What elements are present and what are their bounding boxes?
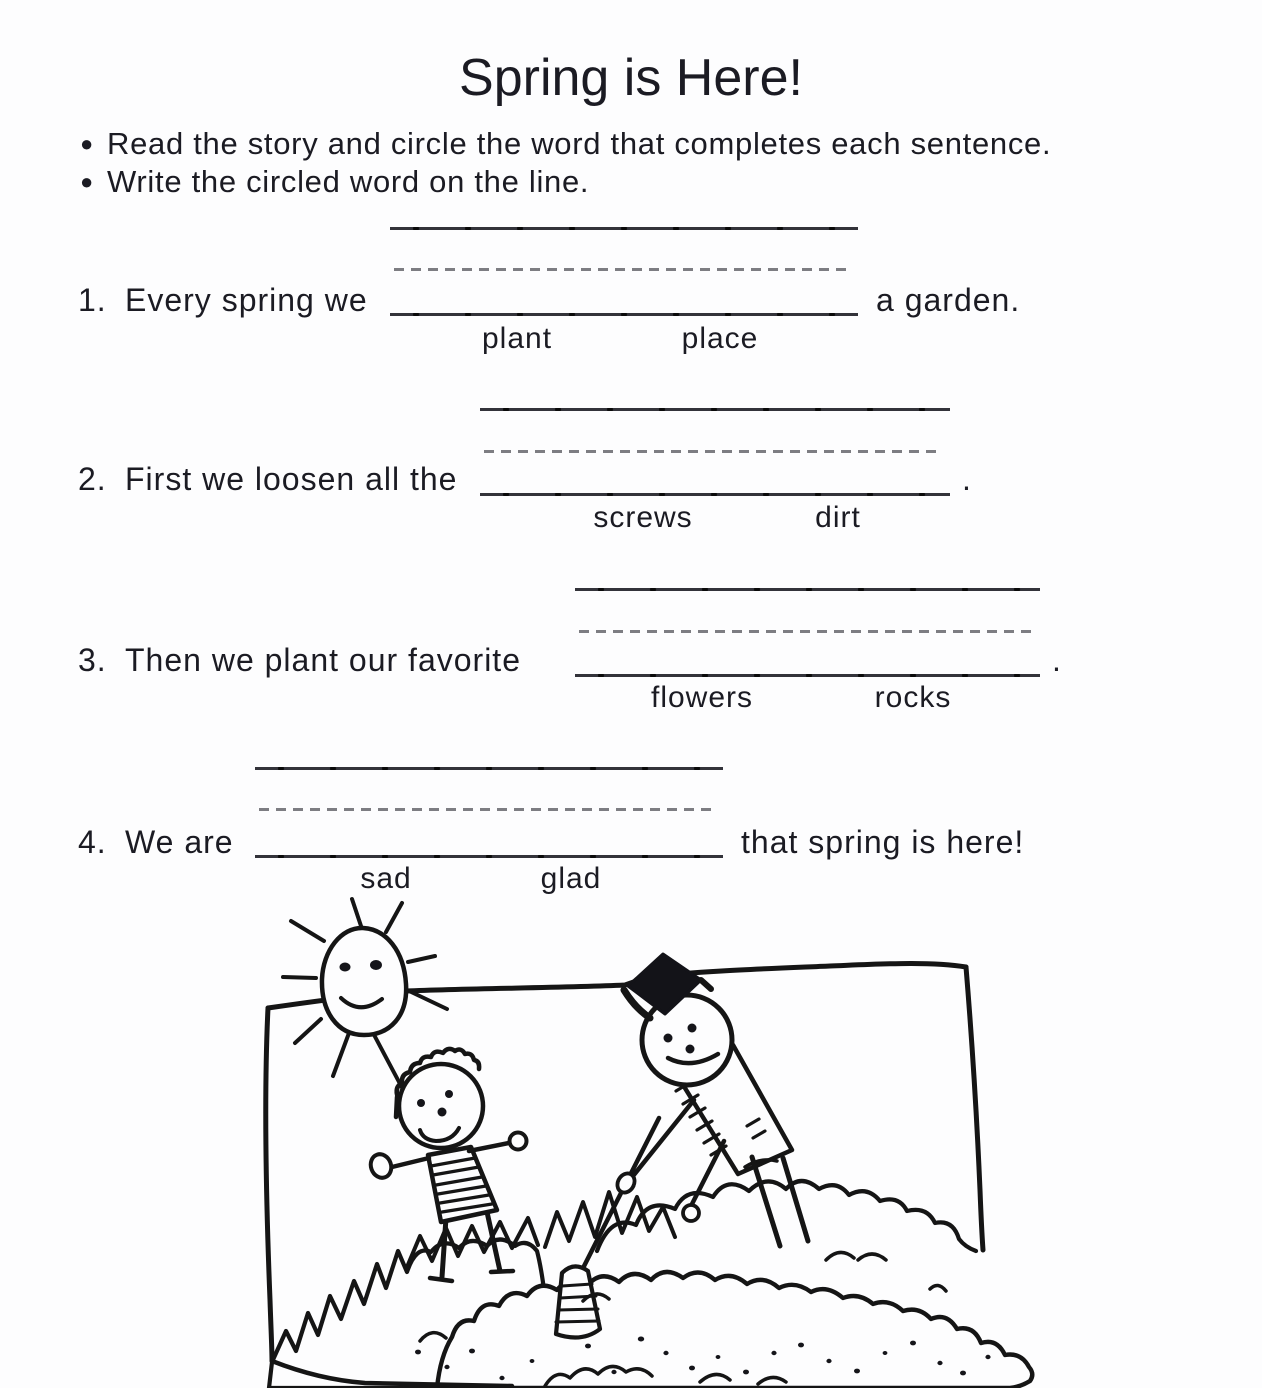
question-suffix: that spring is here! [741,824,1025,860]
answer-blank-line[interactable] [480,493,950,496]
handwriting-dash-line [579,630,1036,633]
question-number: 4. [78,824,107,860]
handwriting-top-line [390,227,858,230]
question-sentence [78,282,368,319]
worksheet-illustration [230,890,1042,1388]
handwriting-dash-line [484,450,940,453]
bullet-icon: ● [80,169,94,194]
handwriting-dash-line [394,268,846,271]
shovel-handle-drawing [578,1118,659,1278]
instruction-text: Read the story and circle the word that completes each sentence. [107,126,1052,161]
question-prefix: Every spring we [125,282,368,318]
choice-word[interactable]: plant [481,322,553,355]
answer-blank-line[interactable] [575,674,1040,677]
choice-word[interactable]: screws [593,501,693,534]
question-sentence [78,642,521,679]
question-prefix: First we loosen all the [125,461,458,497]
question-suffix: . [962,461,972,497]
page-title: Spring is Here! [459,49,803,107]
question-prefix: We are [125,824,234,860]
instruction-item [80,126,1051,162]
handwriting-top-line [575,588,1040,591]
choice-word[interactable]: sad [360,862,412,895]
choice-word[interactable]: rocks [874,681,952,714]
choice-word[interactable]: dirt [815,501,861,534]
question-number: 2. [78,461,107,497]
choice-word[interactable]: glad [540,862,602,895]
front-dirt-mounds-drawing [269,1240,1032,1388]
back-dirt-mounds-drawing [597,1181,976,1251]
question-number: 3. [78,642,107,678]
question-sentence [78,461,457,498]
handwriting-top-line [255,767,723,770]
choice-word[interactable]: flowers [650,681,754,714]
handwriting-dash-line [259,808,715,811]
question-prefix: Then we plant our favorite [125,642,521,678]
bullet-icon: ● [80,131,94,156]
instruction-text: Write the circled word on the line. [107,164,590,199]
answer-blank-line[interactable] [390,313,858,316]
question-number: 1. [78,282,107,318]
instruction-item [80,164,589,200]
shovel-blade-drawing [556,1266,600,1337]
question-sentence [78,824,234,861]
choice-word[interactable]: place [681,322,759,355]
question-suffix: a garden. [876,282,1021,318]
question-suffix: . [1052,642,1062,678]
answer-blank-line[interactable] [255,855,723,858]
handwriting-top-line [480,408,950,411]
